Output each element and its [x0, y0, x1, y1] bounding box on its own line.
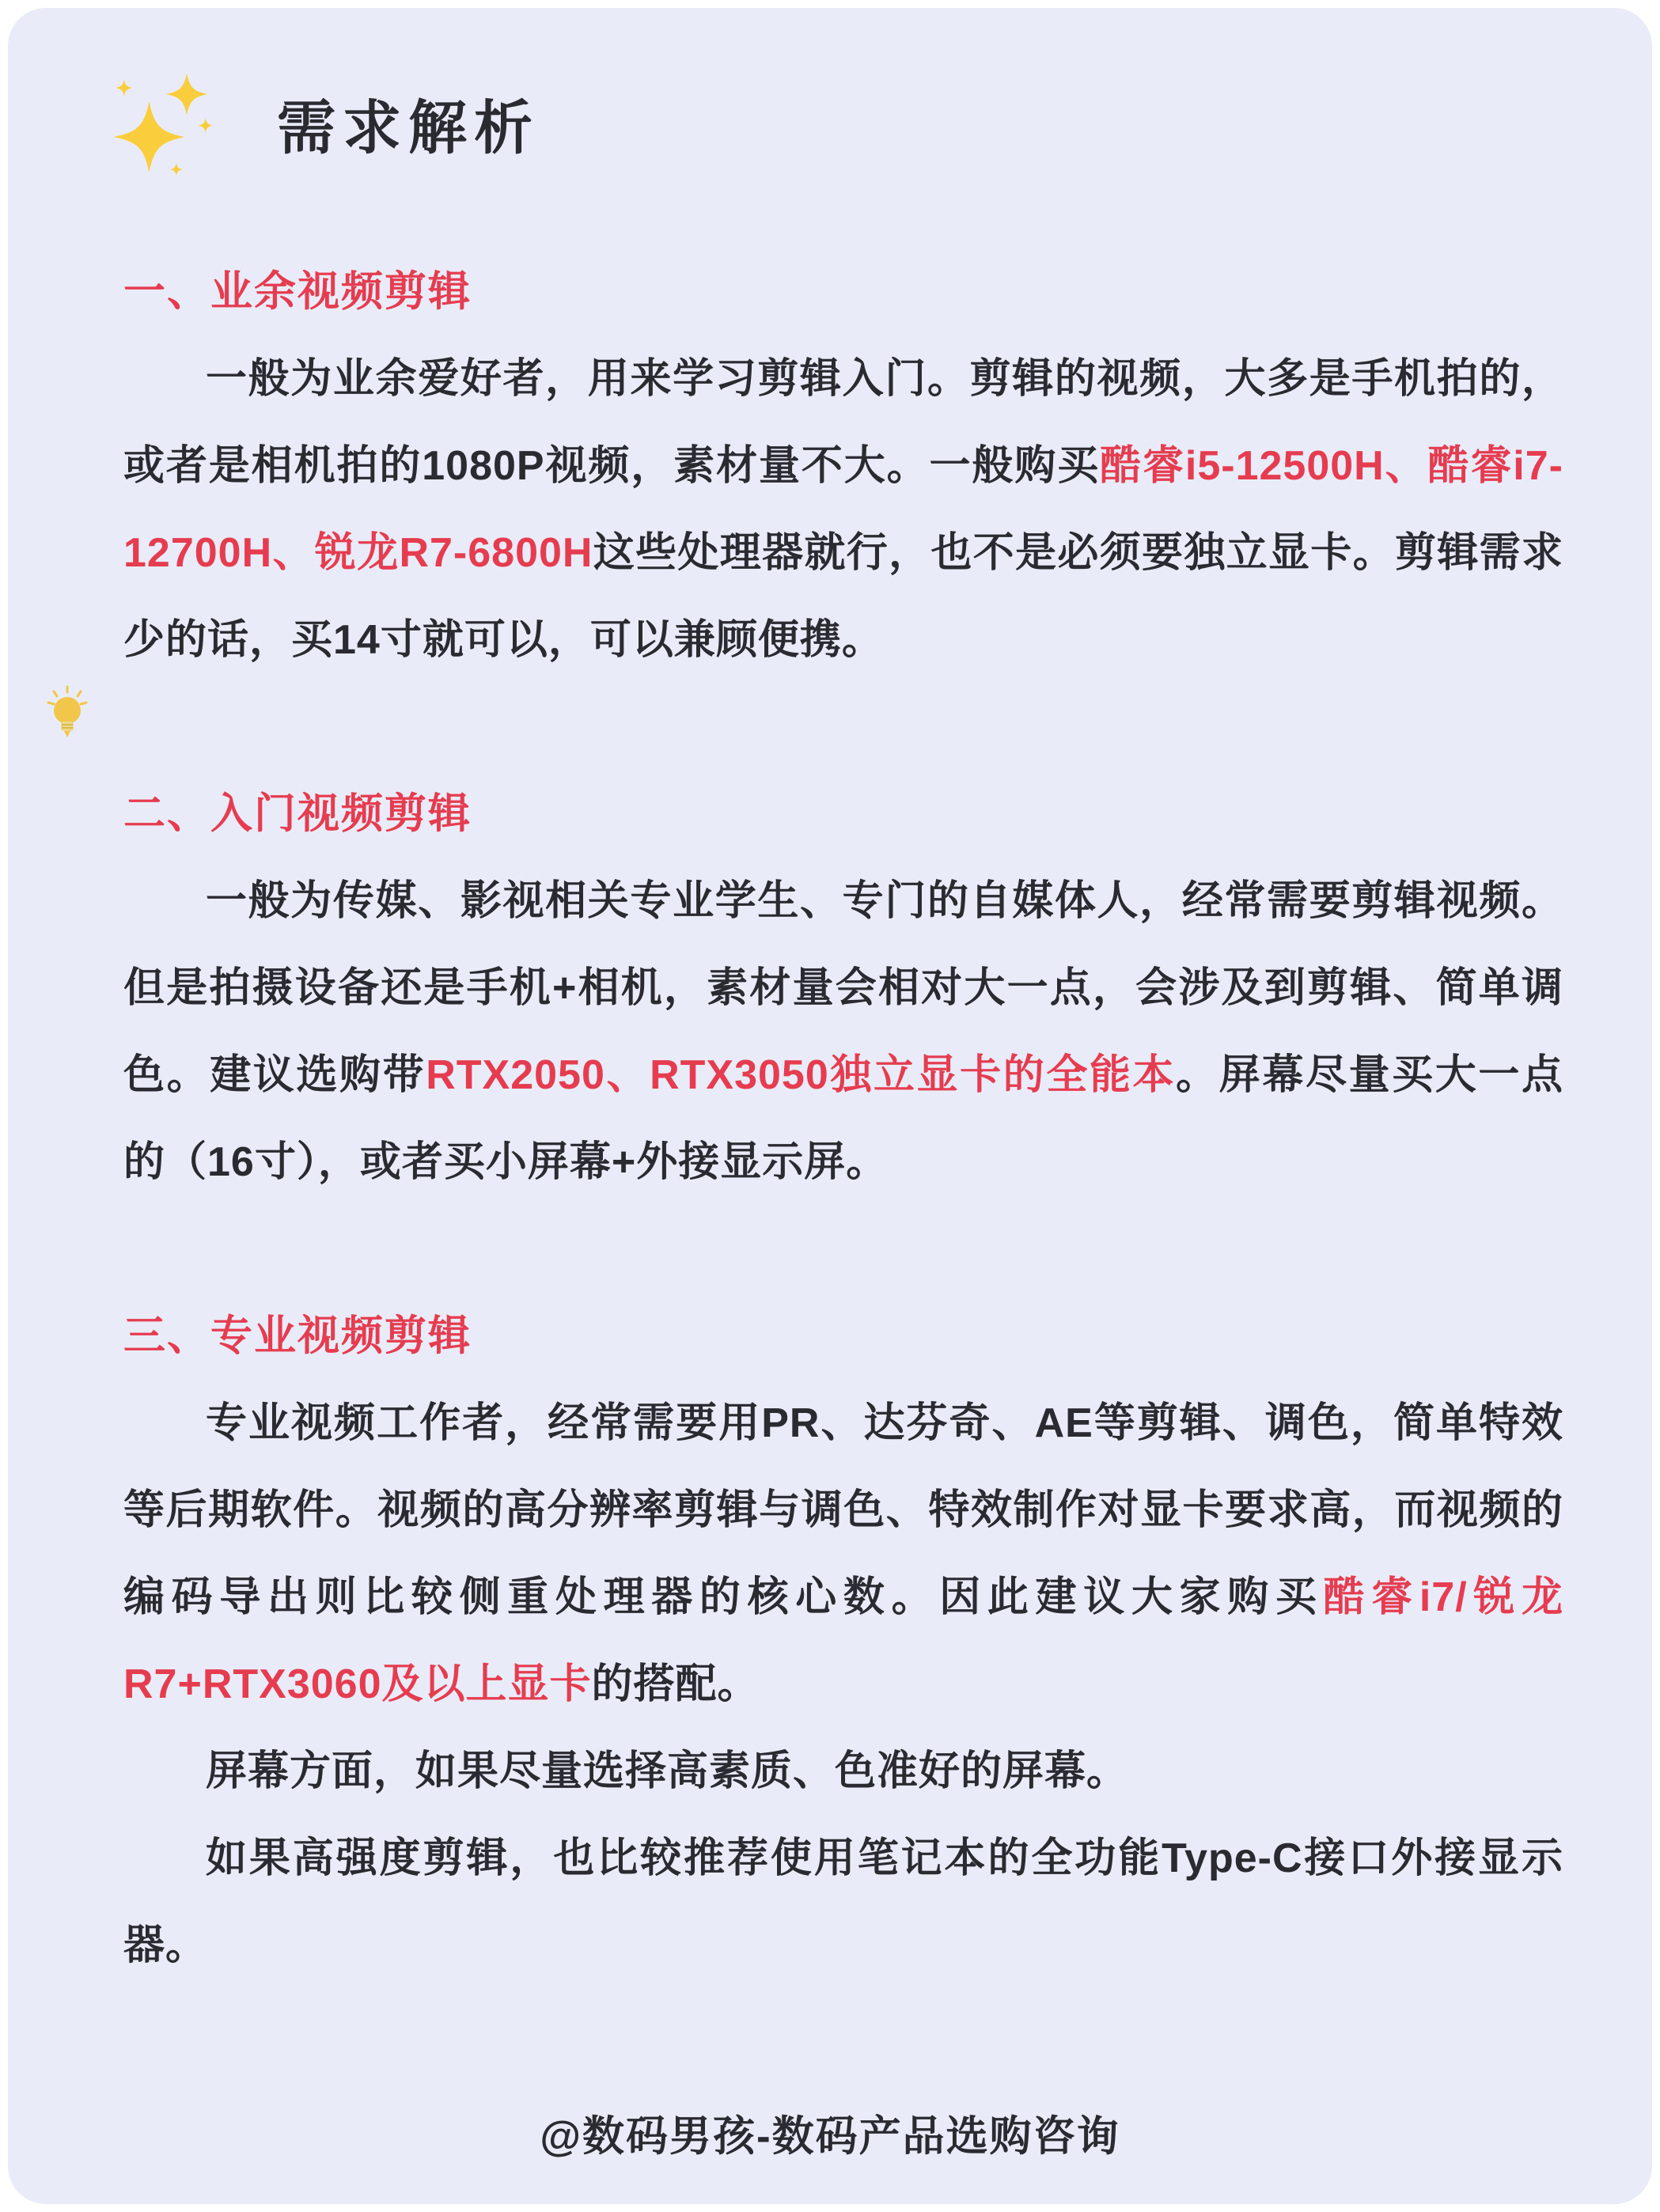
note-card — [8, 8, 1652, 2204]
sparkles-icon — [108, 71, 220, 176]
page-header — [108, 70, 1652, 177]
text-run: 专业视频工作者，经常需要用PR、达芬奇、AE等剪辑、调色，简单特效等后期软件。视频的高分辨率剪辑与调色、特效制作对显卡要求高，而视频的编码导出则比较侧重处理器的核心数。因此建议大家购买 — [123, 1400, 1563, 1620]
text-run: 。屏幕尽量买大一点的（16寸），或者买小屏幕+外接显示屏。 — [123, 1052, 1563, 1185]
paragraph — [123, 1815, 1563, 1989]
section-heading: 一、业余视频剪辑 — [123, 268, 472, 315]
highlight-run: RTX2050、RTX3050独立显卡的全能本 — [426, 1052, 1177, 1098]
highlight-run: 酷睿i5-12500H、酷睿i7-12700H、锐龙R7-6800H — [123, 443, 1563, 576]
paragraph — [123, 1728, 1563, 1815]
text-run: 屏幕方面，如果尽量选择高素质、色准好的屏幕。 — [206, 1748, 1129, 1794]
section-heading: 三、专业视频剪辑 — [123, 1312, 472, 1359]
paragraph — [123, 858, 1563, 1206]
text-run: 一般为传媒、影视相关专业学生、专门的自媒体人，经常需要剪辑视频。但是拍摄设备还是手机+相机，素材量会相对大一点，会涉及到剪辑、简单调色。建议选购带 — [123, 878, 1563, 1098]
content-sections — [8, 248, 1652, 1989]
section-heading: 二、入门视频剪辑 — [123, 790, 472, 837]
section-1 — [123, 248, 1563, 684]
text-run: 如果高强度剪辑，也比较推荐使用笔记本的全功能Type-C接口外接显示器。 — [123, 1835, 1563, 1968]
section-2 — [123, 771, 1563, 1206]
lightbulb-icon — [46, 685, 89, 740]
highlight-run: 酷睿i7/锐龙R7+RTX3060及以上显卡 — [123, 1574, 1563, 1707]
page-title: 需求解析 — [277, 95, 540, 161]
text-run: 这些处理器就行，也不是必须要独立显卡。剪辑需求少的话，买14寸就可以，可以兼顾便携。 — [123, 530, 1563, 663]
footer-credit: @数码男孩-数码产品选购咨询 — [540, 2113, 1120, 2160]
text-run: 一般为业余爱好者，用来学习剪辑入门。剪辑的视频，大多是手机拍的，或者是相机拍的1080P视频，素材量不大。一般购买 — [123, 356, 1563, 489]
paragraph — [123, 335, 1563, 684]
paragraph — [123, 1380, 1563, 1728]
text-run: 的搭配。 — [591, 1661, 760, 1707]
section-3 — [123, 1293, 1563, 1989]
